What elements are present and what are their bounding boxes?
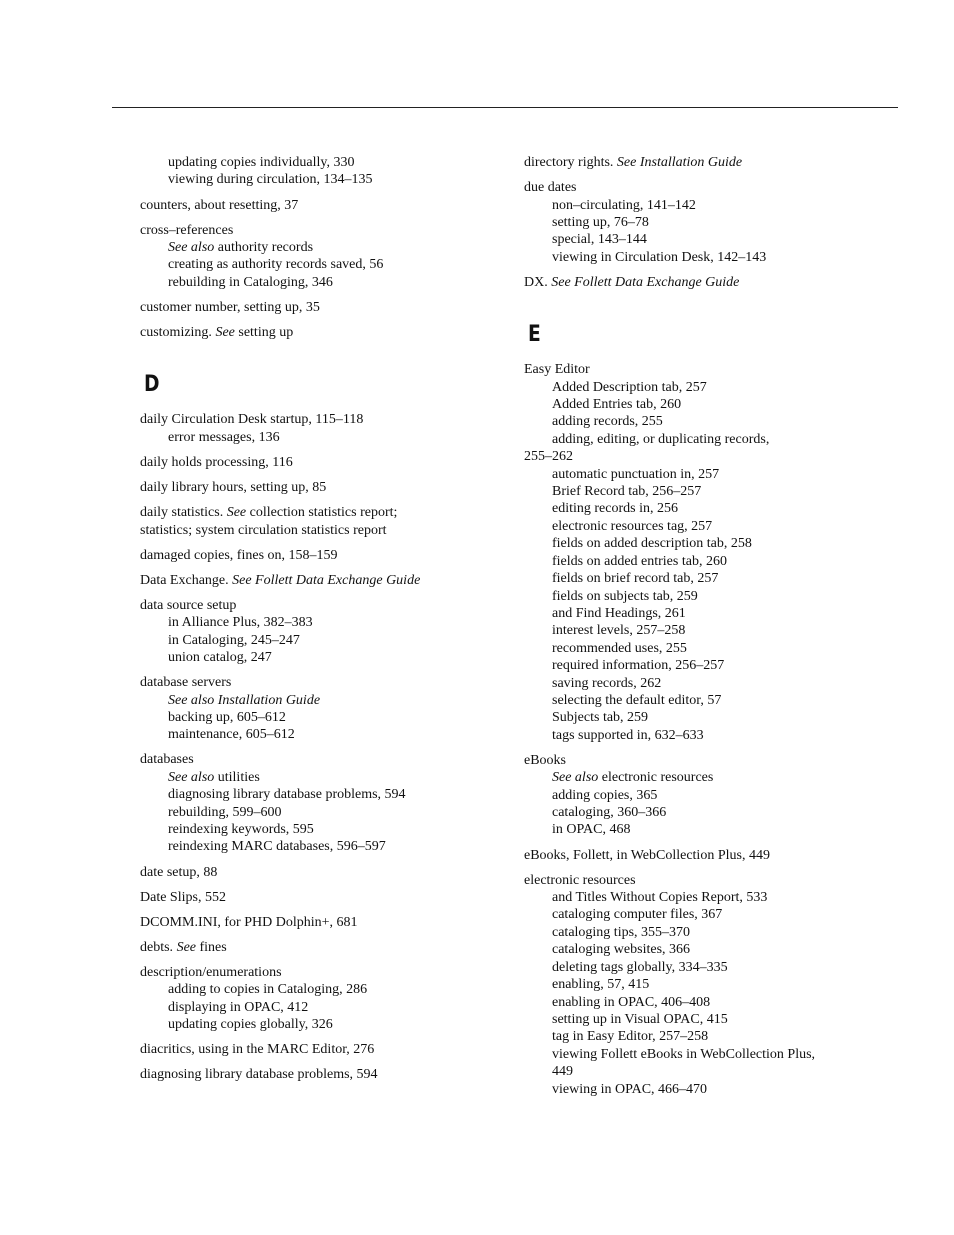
index-subentry: Brief Record tab, 256–257 — [552, 484, 702, 500]
header-rule — [112, 107, 898, 108]
index-subentry: diagnosing library database problems, 594 — [168, 787, 406, 803]
index-subentry: viewing in Circulation Desk, 142–143 — [552, 249, 767, 265]
index-subentry: automatic punctuation in, 257 — [552, 466, 720, 482]
index-heading: cross–references — [140, 222, 234, 238]
index-column-left — [140, 154, 480, 1091]
index-subentry: selecting the default editor, 57 — [552, 692, 722, 708]
index-entry — [140, 674, 480, 744]
index-continuation: 449 — [552, 1064, 573, 1080]
index-subentry: in Alliance Plus, 382–383 — [168, 615, 313, 631]
index-see-also — [140, 239, 480, 256]
index-subentry: updating copies globally, 326 — [168, 1017, 333, 1033]
index-heading: customizing. — [140, 325, 216, 340]
index-subentry: cataloging computer files, 367 — [552, 907, 723, 923]
index-subentry: Added Entries tab, 260 — [552, 397, 682, 413]
see-also-label: See also — [168, 240, 215, 255]
index-entry — [140, 324, 480, 341]
index-heading: description/enumerations — [140, 964, 282, 980]
index-subentry: union catalog, 247 — [168, 650, 272, 665]
see-target: fines — [196, 939, 227, 955]
index-subentry: adding copies, 365 — [552, 787, 658, 803]
index-subentry: interest levels, 257–258 — [552, 623, 686, 639]
index-subentry: Added Description tab, 257 — [552, 379, 707, 395]
index-entry — [140, 411, 480, 446]
index-heading: debts. — [140, 939, 177, 955]
index-entry — [140, 572, 480, 589]
index-subentry: fields on added entries tab, 260 — [552, 553, 727, 569]
see-reference: See Follett Data Exchange Guide — [232, 572, 421, 588]
index-subentry: reindexing keywords, 595 — [168, 822, 314, 838]
index-entry: counters, about resetting, 37 — [140, 197, 299, 213]
index-subentry: fields on brief record tab, 257 — [552, 571, 719, 587]
see-also-target: electronic resources — [598, 770, 714, 786]
index-heading: daily statistics. — [140, 505, 227, 521]
index-subentry: error messages, 136 — [168, 429, 280, 445]
index-column-right — [524, 154, 854, 1106]
index-heading: eBooks — [524, 752, 566, 768]
index-heading: Easy Editor — [524, 362, 590, 378]
see-also-label: See also Installation Guide — [168, 692, 321, 708]
index-subentry: adding records, 255 — [552, 414, 663, 430]
index-entry — [524, 179, 854, 266]
index-heading: Data Exchange. — [140, 572, 233, 588]
index-entry — [140, 597, 480, 667]
index-subentry: cataloging tips, 355–370 — [552, 924, 691, 940]
see-reference: See Installation Guide — [616, 155, 743, 170]
index-subentry: creating as authority records saved, 56 — [168, 257, 384, 273]
index-subentry: and Titles Without Copies Report, 533 — [552, 890, 768, 906]
index-subentry: deleting tags globally, 334–335 — [552, 959, 728, 975]
index-heading: data source setup — [140, 597, 237, 613]
index-subentry: updating copies individually, 330 — [168, 155, 355, 170]
index-entry: Date Slips, 552 — [140, 889, 226, 905]
index-subentry: maintenance, 605–612 — [168, 727, 295, 743]
index-subentry: viewing Follett eBooks in WebCollection Plus, — [552, 1046, 816, 1062]
index-subentry: enabling, 57, 415 — [552, 977, 650, 993]
index-entry: daily library hours, setting up, 85 — [140, 480, 327, 495]
index-entry — [524, 752, 854, 839]
see-target: collection statistics report; — [246, 505, 398, 521]
index-subentry: displaying in OPAC, 412 — [168, 999, 309, 1015]
index-heading: directory rights. — [524, 155, 617, 170]
index-heading: databases — [140, 752, 194, 768]
index-entry — [524, 154, 854, 171]
index-continuation: statistics; system circulation statistics report — [140, 522, 387, 538]
index-subentry: fields on subjects tab, 259 — [552, 588, 698, 604]
index-subentry: required information, 256–257 — [552, 658, 725, 674]
index-see-also — [140, 692, 480, 709]
index-subentry: tag in Easy Editor, 257–258 — [552, 1029, 709, 1045]
index-entry: customer number, setting up, 35 — [140, 299, 320, 315]
index-subentry: special, 143–144 — [552, 232, 647, 248]
index-heading: database servers — [140, 675, 232, 691]
see-reference: See Follett Data Exchange Guide — [551, 274, 740, 290]
index-subentry: reindexing MARC databases, 596–597 — [168, 839, 386, 855]
see-label: See — [215, 325, 235, 340]
index-subentry: tags supported in, 632–633 — [552, 727, 704, 743]
index-subentry: rebuilding in Cataloging, 346 — [168, 274, 333, 290]
index-subentry: in OPAC, 468 — [552, 822, 631, 838]
index-subentry: Subjects tab, 259 — [552, 710, 649, 726]
index-subentry: fields on added description tab, 258 — [552, 536, 752, 552]
see-target: setting up — [234, 325, 294, 340]
index-subentry: and Find Headings, 261 — [552, 605, 686, 621]
see-label: See — [176, 939, 196, 955]
see-also-label: See also — [552, 770, 599, 786]
index-entry — [140, 964, 480, 1034]
index-entry: diacritics, using in the MARC Editor, 276 — [140, 1042, 375, 1058]
index-entry: diagnosing library database problems, 594 — [140, 1067, 378, 1083]
section-letter-e: E — [528, 322, 541, 348]
index-subentry: adding to copies in Cataloging, 286 — [168, 982, 368, 998]
index-entry: damaged copies, fines on, 158–159 — [140, 547, 338, 563]
index-subentry: non–circulating, 141–142 — [552, 197, 696, 213]
index-continuation: 255–262 — [524, 449, 573, 465]
see-also-target: utilities — [214, 769, 260, 785]
index-subentry: setting up in Visual OPAC, 415 — [552, 1011, 728, 1027]
index-subentry: editing records in, 256 — [552, 501, 678, 517]
see-also-label: See also — [168, 769, 215, 785]
index-subentry: adding, editing, or duplicating records, — [552, 431, 770, 447]
index-subentry: in Cataloging, 245–247 — [168, 632, 300, 648]
index-entry — [524, 872, 854, 1098]
index-heading: DX. — [524, 274, 552, 290]
index-see-also — [524, 769, 854, 786]
index-subentry: viewing during circulation, 134–135 — [168, 172, 373, 188]
index-subentry: electronic resources tag, 257 — [552, 518, 713, 534]
index-entry: daily holds processing, 116 — [140, 454, 293, 470]
see-also-target: authority records — [214, 240, 314, 255]
index-see-also — [140, 769, 480, 786]
index-entry — [140, 751, 480, 855]
index-entry — [140, 939, 480, 956]
index-entry — [524, 361, 854, 744]
index-entry — [140, 154, 480, 189]
index-entry — [140, 222, 480, 292]
index-entry: DCOMM.INI, for PHD Dolphin+, 681 — [140, 914, 358, 930]
index-subentry: enabling in OPAC, 406–408 — [552, 994, 711, 1010]
index-heading: due dates — [524, 180, 577, 196]
section-letter-d: D — [144, 372, 160, 398]
index-entry — [140, 504, 480, 539]
index-heading: daily Circulation Desk startup, 115–118 — [140, 412, 364, 428]
index-entry — [524, 274, 854, 291]
index-subentry: backing up, 605–612 — [168, 709, 286, 725]
index-entry: eBooks, Follett, in WebCollection Plus, 449 — [524, 847, 770, 863]
index-subentry: viewing in OPAC, 466–470 — [552, 1081, 708, 1097]
see-label: See — [226, 505, 247, 521]
index-subentry: cataloging, 360–366 — [552, 805, 667, 821]
index-subentry: saving records, 262 — [552, 675, 662, 691]
index-subentry: recommended uses, 255 — [552, 640, 687, 656]
index-subentry: setting up, 76–78 — [552, 214, 649, 230]
index-heading: electronic resources — [524, 872, 636, 888]
index-subentry: rebuilding, 599–600 — [168, 804, 282, 820]
index-entry: date setup, 88 — [140, 864, 218, 880]
index-subentry: cataloging websites, 366 — [552, 942, 691, 958]
